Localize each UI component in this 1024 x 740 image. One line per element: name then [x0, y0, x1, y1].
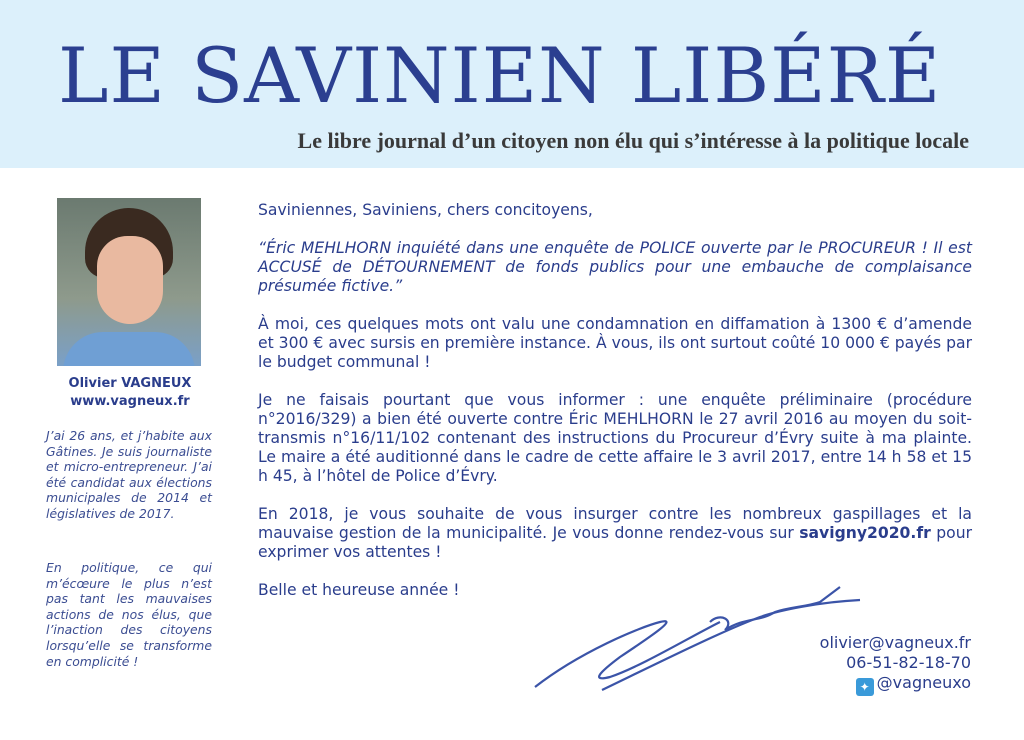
contact-email[interactable]: olivier@vagneux.fr	[819, 633, 971, 652]
paragraph-2: Je ne faisais pourtant que vous informer : une enquête préliminaire (procédure n°2016/329) a bien été ouverte contre Éric MEHLHORN le 27 avril 2016 au moyen du soit-transmis n°16/11/102 contenant des instructions du Procureur d’Évry suite à ma plainte. Le maire a été auditionné dans le cadre de cette affaire le 3 avril 2017, entre 14 h 58 et 15 h 45, à l’hôtel de Police d’Évry.	[258, 391, 972, 485]
author-name: Olivier VAGNEUX	[68, 376, 192, 391]
letter-body	[258, 201, 972, 619]
masthead	[0, 0, 1024, 168]
author-bio: J’ai 26 ans, et j’habite aux Gâtines. Je suis journaliste et micro-entrepreneur. J’ai été candidat aux élections municipales de 2014 et législatives de 2017.	[46, 428, 212, 521]
greeting: Saviniennes, Saviniens, chers concitoyens,	[258, 201, 593, 219]
contact-block	[820, 633, 971, 696]
contact-phone: 06-51-82-18-70	[846, 653, 971, 672]
paragraph-3: En 2018, je vous souhaite de vous insurger contre les nombreux gaspillages et la mauvaise gestion de la municipalité. Je vous donne rendez-vous sur savigny2020.fr pour exprimer vos attentes !	[258, 505, 972, 561]
author-website[interactable]: www.vagneux.fr	[70, 394, 190, 409]
citation: “Éric MEHLHORN inquiété dans une enquête de POLICE ouverte par le PROCUREUR ! Il est ACCUSÉ de DÉTOURNEMENT de fonds publics pour une embauche de complaisance présumée fictive.”	[258, 239, 972, 295]
newspaper-subtitle: Le libre journal d’un citoyen non élu qui s’intéresse à la politique locale	[297, 128, 969, 153]
closing: Belle et heureuse année !	[258, 581, 460, 599]
twitter-icon: ✦	[856, 678, 874, 696]
campaign-link[interactable]: savigny2020.fr	[799, 524, 931, 542]
contact-twitter[interactable]: ✦ @vagneuxo	[820, 673, 971, 696]
paragraph-1: À moi, ces quelques mots ont valu une condamnation en diffamation à 1300 € d’amende et 300 € avec sursis en première instance. À vous, ils ont surtout coûté 10 000 € payés par le budget communal !	[258, 315, 972, 371]
author-photo	[57, 198, 201, 366]
author-quote: En politique, ce qui m’écœure le plus n’est pas tant les mauvaises actions de nos élus, que l’inaction des citoyens lorsqu’elle se transforme en complicité !	[46, 560, 212, 669]
newspaper-title: LE SAVINIEN LIBÉRÉ	[58, 31, 942, 120]
